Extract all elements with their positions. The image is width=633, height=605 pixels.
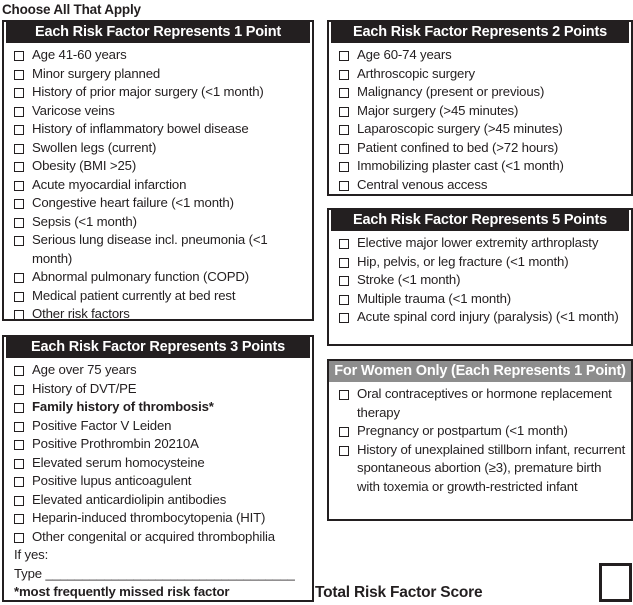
- risk-factor-item: [339, 102, 627, 121]
- risk-factor-label: Other congenital or acquired thrombophilia: [32, 528, 275, 544]
- risk-factor-item: [339, 176, 627, 195]
- checkbox[interactable]: [339, 144, 349, 154]
- checkbox[interactable]: [14, 107, 24, 117]
- checkbox[interactable]: [14, 88, 24, 98]
- footnote-most-missed: *most frequently missed risk factor: [14, 584, 230, 599]
- total-score-label: Total Risk Factor Score: [315, 584, 483, 601]
- section-2-points: [327, 20, 633, 196]
- fill-in-blank[interactable]: _____________________: [129, 306, 288, 321]
- risk-factor-item: [14, 46, 308, 65]
- risk-factor-item: [14, 509, 308, 528]
- risk-factor-label: Age 60-74 years: [357, 47, 452, 62]
- checkbox[interactable]: [339, 295, 349, 305]
- risk-factor-label: Positive Factor V Leiden: [32, 417, 172, 433]
- section-1-point: [2, 20, 314, 321]
- type-fill-in-blank[interactable]: __________________________________: [45, 565, 295, 581]
- left-column: [2, 20, 314, 602]
- risk-factor-item: [14, 102, 308, 121]
- form-columns: [2, 20, 633, 602]
- risk-factor-label: History of inflammatory bowel disease: [32, 121, 249, 136]
- checkbox[interactable]: [14, 366, 24, 376]
- checkbox[interactable]: [14, 125, 24, 135]
- right-column: [315, 20, 633, 602]
- risk-factor-item: [14, 435, 308, 454]
- risk-factor-item: [14, 139, 308, 158]
- risk-factor-label: Multiple trauma (<1 month): [357, 290, 512, 306]
- risk-factor-item: [339, 65, 627, 84]
- section-3-points-footer: [4, 546, 312, 602]
- risk-factor-label: Laparoscopic surgery (>45 minutes): [357, 121, 563, 136]
- risk-factor-item: [14, 472, 308, 491]
- risk-factor-item: [339, 441, 627, 497]
- checkbox[interactable]: [339, 258, 349, 268]
- checkbox[interactable]: [14, 236, 24, 246]
- checkbox[interactable]: [339, 446, 349, 456]
- checkbox[interactable]: [14, 496, 24, 506]
- checkbox[interactable]: [339, 70, 349, 80]
- checkbox[interactable]: [14, 51, 24, 61]
- checkbox[interactable]: [14, 422, 24, 432]
- type-line: [14, 565, 308, 584]
- risk-factor-item: [14, 213, 308, 232]
- risk-factor-item: [339, 290, 627, 309]
- section-women-only-header: For Women Only (Each Represents 1 Point): [329, 361, 631, 382]
- risk-factor-item: [14, 305, 308, 324]
- risk-factor-item: [14, 361, 308, 380]
- risk-factor-label: Age over 75 years: [32, 362, 137, 377]
- section-3-points-header: Each Risk Factor Represents 3 Points: [6, 337, 310, 358]
- checkbox[interactable]: [14, 514, 24, 524]
- risk-factor-label: Malignancy (present or previous): [357, 84, 545, 99]
- risk-factor-label: History of prior major surgery (<1 month): [32, 84, 264, 99]
- section-5-points: [327, 208, 633, 346]
- page-title: Choose All That Apply: [2, 2, 141, 17]
- risk-factor-item: [339, 385, 627, 422]
- risk-factor-label: Major surgery (>45 minutes): [357, 102, 519, 118]
- checkbox[interactable]: [339, 107, 349, 117]
- risk-factor-label: Positive lupus anticoagulent: [32, 473, 192, 488]
- risk-factor-item: [339, 83, 627, 102]
- risk-factor-label: Acute myocardial infarction: [32, 176, 187, 192]
- section-5-points-checklist: [329, 231, 631, 327]
- checkbox[interactable]: [14, 310, 24, 320]
- risk-factor-item: [339, 253, 627, 272]
- risk-factor-item: [14, 268, 308, 287]
- checkbox[interactable]: [339, 162, 349, 172]
- risk-factor-label: Swollen legs (current): [32, 139, 157, 155]
- risk-factor-item: [14, 380, 308, 399]
- risk-factor-label: Sepsis (<1 month): [32, 213, 137, 229]
- total-score-box[interactable]: [599, 563, 632, 602]
- risk-factor-item: [14, 194, 308, 213]
- risk-factor-label: Elective major lower extremity arthroplasty: [357, 235, 599, 250]
- risk-factor-item: [339, 46, 627, 65]
- risk-factor-label: Hip, pelvis, or leg fracture (<1 month): [357, 253, 569, 269]
- risk-factor-item: [339, 157, 627, 176]
- risk-factor-label: Central venous access: [357, 176, 488, 192]
- checkbox[interactable]: [14, 533, 24, 543]
- risk-factor-item: [14, 491, 308, 510]
- risk-factor-label: Stroke (<1 month): [357, 272, 461, 287]
- type-label: Type: [14, 565, 46, 581]
- section-1-point-checklist: [4, 43, 312, 324]
- risk-factor-item: [339, 120, 627, 139]
- risk-factor-item: [339, 422, 627, 441]
- risk-factor-label: Serious lung disease incl. pneumonia (<1 month): [32, 232, 268, 266]
- risk-factor-label: Heparin-induced thrombocytopenia (HIT): [32, 510, 266, 525]
- total-score-row: [315, 563, 633, 602]
- if-yes-text: If yes:: [14, 547, 49, 562]
- checkbox[interactable]: [339, 390, 349, 400]
- checkbox[interactable]: [14, 440, 24, 450]
- risk-factor-label: Arthroscopic surgery: [357, 65, 475, 81]
- checkbox[interactable]: [14, 162, 24, 172]
- risk-factor-item: [14, 417, 308, 436]
- section-3-points-checklist: [4, 358, 312, 546]
- risk-factor-item: [339, 271, 627, 290]
- checkbox[interactable]: [14, 218, 24, 228]
- checkbox[interactable]: [339, 239, 349, 249]
- risk-factor-label: Abnormal pulmonary function (COPD): [32, 269, 249, 284]
- risk-factor-item: [14, 176, 308, 195]
- risk-factor-label: Elevated serum homocysteine: [32, 454, 205, 470]
- risk-factor-item: [14, 83, 308, 102]
- risk-factor-item: [14, 454, 308, 473]
- checkbox[interactable]: [14, 144, 24, 154]
- risk-factor-item: [14, 398, 308, 417]
- risk-factor-label: History of unexplained stillborn infant, recurrent spontaneous abortion (≥3), premature birth with toxemia or growth-restricted infant: [357, 441, 626, 494]
- checkbox[interactable]: [14, 70, 24, 80]
- checkbox[interactable]: [14, 403, 24, 413]
- section-women-only: [327, 359, 633, 521]
- risk-factor-label: Family history of thrombosis*: [32, 399, 214, 414]
- section-5-points-header: Each Risk Factor Represents 5 Points: [331, 210, 629, 231]
- section-3-points: [2, 335, 314, 602]
- risk-factor-label: Elevated anticardiolipin antibodies: [32, 491, 227, 507]
- checkbox[interactable]: [339, 88, 349, 98]
- risk-factor-label: Minor surgery planned: [32, 65, 161, 81]
- checkbox[interactable]: [339, 51, 349, 61]
- risk-factor-label: Congestive heart failure (<1 month): [32, 195, 234, 210]
- checkbox[interactable]: [14, 273, 24, 283]
- checkbox[interactable]: [14, 292, 24, 302]
- risk-factor-item: [339, 139, 627, 158]
- section-women-only-checklist: [329, 382, 631, 496]
- risk-factor-item: [14, 528, 308, 547]
- checkbox[interactable]: [14, 181, 24, 191]
- risk-factor-item: [14, 157, 308, 176]
- checkbox[interactable]: [14, 477, 24, 487]
- section-2-points-header: Each Risk Factor Represents 2 Points: [331, 22, 629, 43]
- risk-factor-item: [339, 234, 627, 253]
- risk-factor-label: Acute spinal cord injury (paralysis) (<1 month): [357, 309, 619, 324]
- risk-factor-label: Other risk factors _____________________: [32, 306, 288, 321]
- checkbox[interactable]: [339, 181, 349, 191]
- checkbox[interactable]: [339, 276, 349, 286]
- risk-factor-label: Varicose veins: [32, 102, 115, 118]
- checkbox[interactable]: [14, 199, 24, 209]
- checkbox[interactable]: [14, 459, 24, 469]
- risk-factor-item: [14, 231, 308, 268]
- risk-factor-item: [14, 287, 308, 306]
- risk-factor-label: Positive Prothrombin 20210A: [32, 436, 199, 451]
- risk-factor-item: [339, 308, 627, 327]
- risk-factor-item: [14, 120, 308, 139]
- checkbox[interactable]: [339, 313, 349, 323]
- risk-factor-label: Obesity (BMI >25): [32, 158, 137, 173]
- section-1-point-header: Each Risk Factor Represents 1 Point: [6, 22, 310, 43]
- checkbox[interactable]: [339, 125, 349, 135]
- checkbox[interactable]: [14, 385, 24, 395]
- checkbox[interactable]: [339, 427, 349, 437]
- risk-factor-label: Medical patient currently at bed rest: [32, 287, 236, 303]
- risk-factor-label: History of DVT/PE: [32, 380, 137, 396]
- risk-factor-label: Immobilizing plaster cast (<1 month): [357, 158, 564, 173]
- risk-factor-label: Age 41-60 years: [32, 47, 127, 62]
- risk-factor-label: Patient confined to bed (>72 hours): [357, 139, 559, 155]
- section-2-points-checklist: [329, 43, 631, 194]
- risk-factor-item: [14, 65, 308, 84]
- risk-factor-label: Pregnancy or postpartum (<1 month): [357, 423, 568, 438]
- spacer: [327, 521, 633, 563]
- risk-factor-label: Oral contraceptives or hormone replacement therapy: [357, 386, 612, 420]
